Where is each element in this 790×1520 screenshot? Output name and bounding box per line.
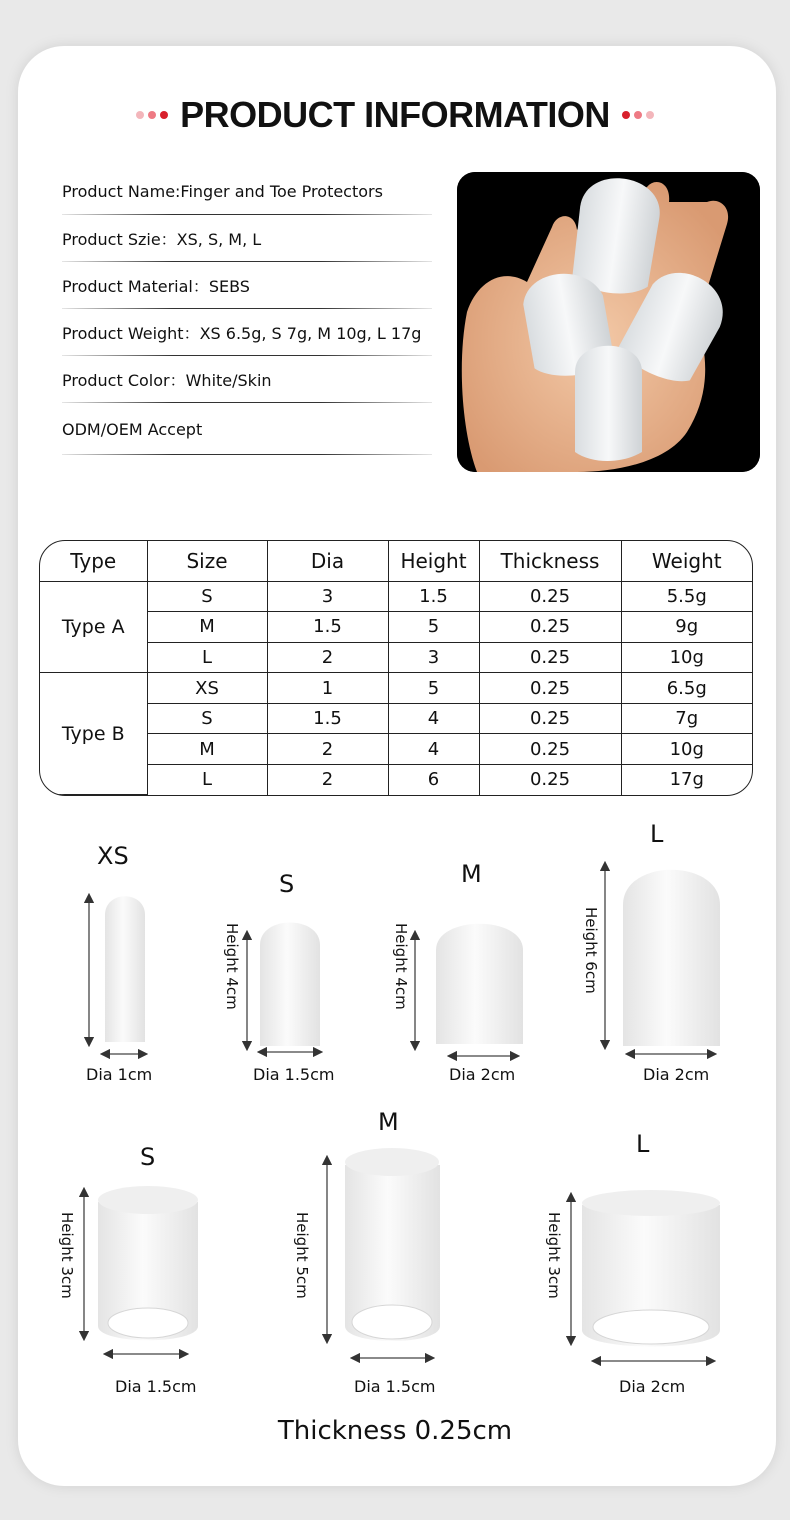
weight-cell: 6.5g <box>621 673 752 704</box>
decorative-dots-right <box>622 111 654 119</box>
height-cell: 5 <box>388 673 479 704</box>
decorative-dots-left <box>136 111 168 119</box>
tube-m-height: Height 5cm <box>293 1212 311 1299</box>
size-cell: S <box>147 581 267 612</box>
header-dia: Dia <box>267 541 388 581</box>
tube-s-height: Height 3cm <box>58 1212 76 1299</box>
thickness-cell: 0.25 <box>479 612 621 643</box>
dia-cell: 1.5 <box>267 703 388 734</box>
dia-cell: 2 <box>267 765 388 795</box>
dot-icon <box>634 111 642 119</box>
table-row <box>40 703 752 734</box>
cap-s-size: S <box>279 870 295 898</box>
size-cell: M <box>147 734 267 765</box>
dot-icon <box>136 111 144 119</box>
cap-m-size: M <box>461 860 482 888</box>
height-cell: 6 <box>388 765 479 795</box>
info-size: Product Szie：XS, S, M, L <box>62 215 432 262</box>
info-weight: Product Weight：XS 6.5g, S 7g, M 10g, L 17g <box>62 309 432 356</box>
tube-m-size: M <box>378 1108 399 1136</box>
dia-cell: 2 <box>267 642 388 673</box>
dot-icon <box>160 111 168 119</box>
thickness-cell: 0.25 <box>479 703 621 734</box>
dia-cell: 2 <box>267 734 388 765</box>
thickness-cell: 0.25 <box>479 642 621 673</box>
tube-m-dia: Dia 1.5cm <box>354 1377 436 1396</box>
cap-xs-dia: Dia 1cm <box>86 1065 153 1084</box>
table-row <box>40 612 752 643</box>
page-title: PRODUCT INFORMATION <box>180 94 610 135</box>
cap-m-dia: Dia 2cm <box>449 1065 516 1084</box>
spec-table <box>39 540 753 796</box>
weight-cell: 7g <box>621 703 752 734</box>
type-cell: Type B <box>40 673 147 795</box>
table-row <box>40 581 752 612</box>
product-photo <box>457 172 760 472</box>
info-color: Product Color：White/Skin <box>62 356 432 403</box>
header-thickness: Thickness <box>479 541 621 581</box>
dia-cell: 3 <box>267 581 388 612</box>
header-height: Height <box>388 541 479 581</box>
size-cell: S <box>147 703 267 734</box>
weight-cell: 10g <box>621 734 752 765</box>
table-row <box>40 673 752 704</box>
size-cell: M <box>147 612 267 643</box>
info-odm: ODM/OEM Accept <box>62 403 432 455</box>
header-type: Type <box>40 541 147 581</box>
thickness-cell: 0.25 <box>479 765 621 795</box>
dot-icon <box>622 111 630 119</box>
tube-l-height: Height 3cm <box>545 1212 563 1299</box>
cap-xs-size: XS <box>97 842 129 870</box>
table-header-row <box>40 541 752 581</box>
thickness-cell: 0.25 <box>479 673 621 704</box>
thickness-cell: 0.25 <box>479 734 621 765</box>
table-row <box>40 642 752 673</box>
tube-l-dia: Dia 2cm <box>619 1377 686 1396</box>
weight-cell: 10g <box>621 642 752 673</box>
thickness-cell: 0.25 <box>479 581 621 612</box>
height-cell: 4 <box>388 703 479 734</box>
info-name: Product Name:Finger and Toe Protectors <box>62 168 432 215</box>
dia-cell: 1 <box>267 673 388 704</box>
weight-cell: 5.5g <box>621 581 752 612</box>
weight-cell: 17g <box>621 765 752 795</box>
thickness-caption: Thickness 0.25cm <box>277 1416 513 1446</box>
weight-cell: 9g <box>621 612 752 643</box>
height-cell: 4 <box>388 734 479 765</box>
section-header <box>0 92 790 138</box>
cap-s-dia: Dia 1.5cm <box>253 1065 335 1084</box>
height-cell: 5 <box>388 612 479 643</box>
table-row <box>40 765 752 795</box>
height-cell: 1.5 <box>388 581 479 612</box>
cap-l-dia: Dia 2cm <box>643 1065 710 1084</box>
table-row <box>40 734 752 765</box>
header-weight: Weight <box>621 541 752 581</box>
type-cell: Type A <box>40 581 147 673</box>
cap-s-height: Height 4cm <box>223 923 241 1010</box>
cap-l-size: L <box>650 820 664 848</box>
tube-s-size: S <box>140 1143 156 1171</box>
size-cell: XS <box>147 673 267 704</box>
product-info-list <box>62 168 432 455</box>
header-size: Size <box>147 541 267 581</box>
dot-icon <box>646 111 654 119</box>
size-cell: L <box>147 765 267 795</box>
height-cell: 3 <box>388 642 479 673</box>
dia-cell: 1.5 <box>267 612 388 643</box>
dot-icon <box>148 111 156 119</box>
cap-l-height: Height 6cm <box>582 907 600 994</box>
cap-m-height: Height 4cm <box>392 923 410 1010</box>
size-cell: L <box>147 642 267 673</box>
info-material: Product Material：SEBS <box>62 262 432 309</box>
tube-s-dia: Dia 1.5cm <box>115 1377 197 1396</box>
tube-l-size: L <box>636 1130 650 1158</box>
hand-with-caps-image <box>457 172 760 472</box>
